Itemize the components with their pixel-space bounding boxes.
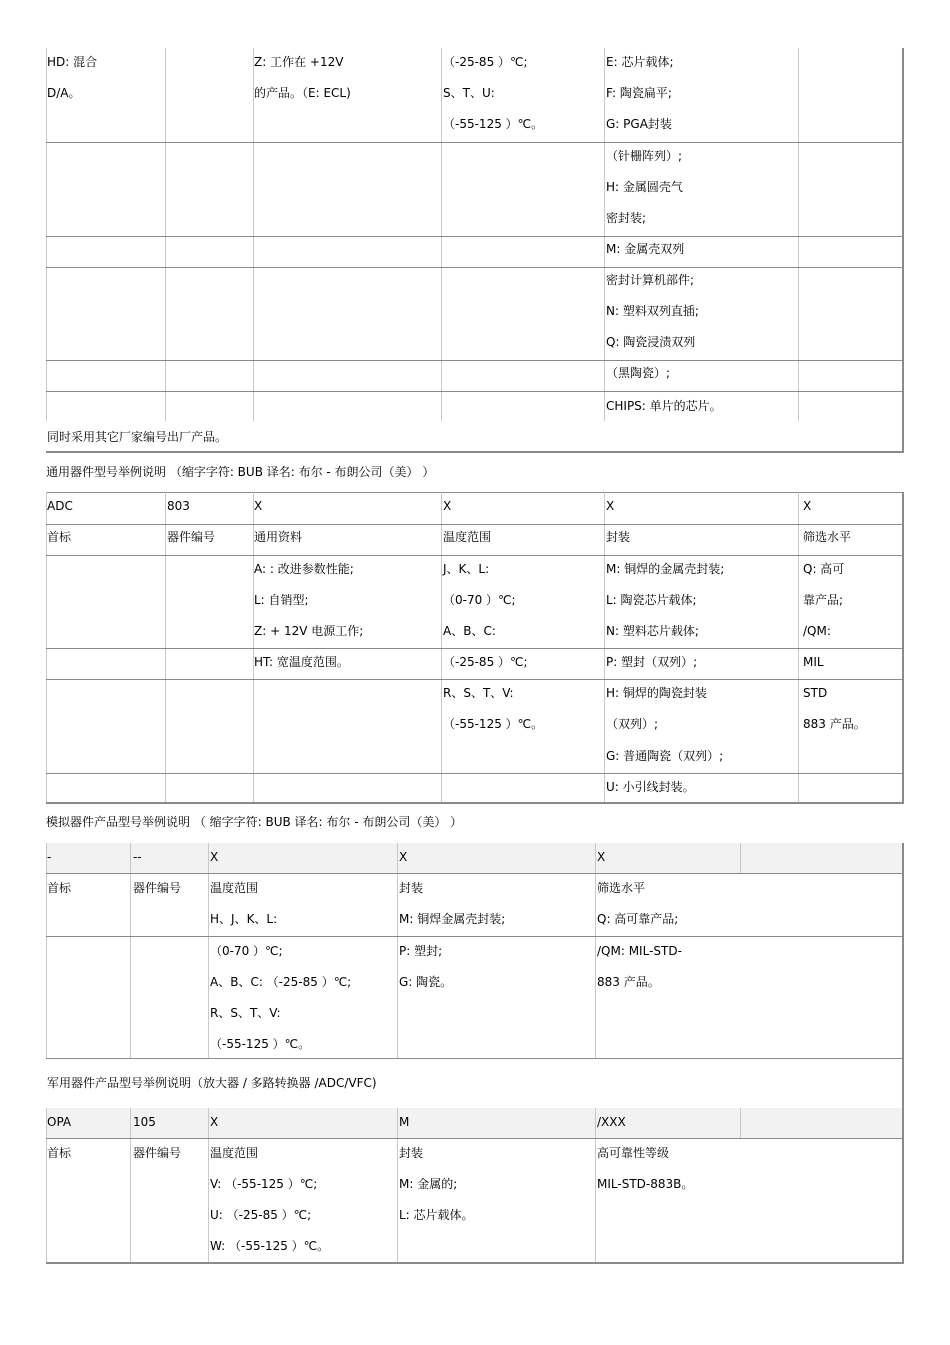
t2-c5-6: G: 普通陶瓷（双列）; — [606, 749, 724, 763]
t2-header-6: 筛选水平 — [803, 530, 852, 544]
t2-header-3: 通用资料 — [254, 530, 303, 544]
section-2-title: 通用器件型号举例说明 （缩字字符: BUB 译名: 布尔 - 布朗公司（美） ） — [46, 465, 435, 479]
t4-c3-1: U: （-25-85 ）℃; — [210, 1208, 312, 1222]
t1-r3-c5: G: PGA封装 — [606, 117, 672, 131]
t3-header-1: 首标 — [47, 881, 72, 895]
t2-c3-3: HT: 宽温度范围。 — [254, 655, 349, 669]
t3-c3-2: A、B、C: （-25-85 ）℃; — [210, 975, 352, 989]
t3-header-3: 温度范围 — [210, 881, 259, 895]
t1-r1-c1: HD: 混合 — [47, 55, 98, 69]
t2-code-2: 803 — [167, 499, 190, 513]
t4-code-3: X — [210, 1115, 219, 1129]
t2-c5-7: U: 小引线封装。 — [606, 780, 695, 794]
t1-r2-c1: D/A。 — [47, 86, 81, 100]
t3-code-4: X — [399, 850, 408, 864]
t4-c5-0: MIL-STD-883B。 — [597, 1177, 694, 1191]
t2-c4-5: （-55-125 ）℃。 — [443, 717, 544, 731]
t2-c3-2: Z: + 12V 电源工作; — [254, 624, 364, 638]
t2-c5-4: H: 铜焊的陶瓷封装 — [606, 686, 707, 700]
t4-header-3: 温度范围 — [210, 1146, 259, 1160]
t2-header-2: 器件编号 — [167, 530, 216, 544]
t2-code-4: X — [443, 499, 452, 513]
t2-c4-1: （0-70 ）℃; — [443, 593, 516, 607]
t1-pkg-7: （黑陶瓷）; — [606, 366, 671, 380]
t3-c3-0: H、J、K、L: — [210, 912, 278, 926]
t1-pkg-6: Q: 陶瓷浸渍双列 — [606, 335, 696, 349]
t2-c6-1: 靠产品; — [803, 593, 844, 607]
t4-c3-2: W: （-55-125 ）℃。 — [210, 1239, 330, 1253]
t4-c4-1: L: 芯片载体。 — [399, 1208, 474, 1222]
t2-c4-4: R、S、T、V: — [443, 686, 514, 700]
t1-r2-c5: F: 陶瓷扁平; — [606, 86, 672, 100]
t3-code-3: X — [210, 850, 219, 864]
t2-code-5: X — [606, 499, 615, 513]
t1-note: 同时采用其它厂家编号出厂产品。 — [47, 430, 228, 444]
t2-c6-2: /QM: — [803, 624, 831, 638]
t2-c6-5: 883 产品。 — [803, 717, 866, 731]
t3-c4-0: M: 铜焊金属壳封装; — [399, 912, 506, 926]
t1-r1-c5: E: 芯片载体; — [606, 55, 674, 69]
t4-code-2: 105 — [133, 1115, 156, 1129]
t2-header-1: 首标 — [47, 530, 72, 544]
t4-code-4: M — [399, 1115, 410, 1129]
t2-c6-3: MIL — [803, 655, 824, 669]
t3-c3-1: （0-70 ）℃; — [210, 944, 283, 958]
t4-c4-0: M: 金属的; — [399, 1177, 458, 1191]
t2-c5-2: N: 塑料芯片载体; — [606, 624, 699, 638]
t3-code-1: - — [47, 850, 52, 864]
t3-code-2: -- — [133, 850, 142, 864]
t2-c4-2: A、B、C: — [443, 624, 496, 638]
t1-pkg-3: M: 金属壳双列 — [606, 242, 685, 256]
t1-r2-c3: 的产品。（E: ECL) — [254, 86, 351, 100]
t1-pkg-1: H: 金属圆壳气 — [606, 180, 683, 194]
t1-r2-c4: S、T、U: — [443, 86, 495, 100]
t1-pkg-4: 密封计算机部件; — [606, 273, 695, 287]
t2-c4-0: J、K、L: — [443, 562, 490, 576]
t4-code-1: OPA — [47, 1115, 72, 1129]
t2-code-6: X — [803, 499, 812, 513]
t2-c3-0: A: : 改进参数性能; — [254, 562, 354, 576]
section-4-title: 军用器件产品型号举例说明（放大器 / 多路转换器 /ADC/VFC) — [47, 1076, 377, 1090]
t3-code-5: X — [597, 850, 606, 864]
t3-header-5: 筛选水平 — [597, 881, 646, 895]
t2-c6-4: STD — [803, 686, 828, 700]
t4-header-5: 高可靠性等级 — [597, 1146, 670, 1160]
t3-c5-1: /QM: MIL-STD- — [597, 944, 682, 958]
t1-pkg-8: CHIPS: 单片的芯片。 — [606, 399, 722, 413]
t3-c5-2: 883 产品。 — [597, 975, 660, 989]
t1-pkg-2: 密封装; — [606, 211, 647, 225]
t1-r1-c4: （-25-85 ）℃; — [443, 55, 528, 69]
t4-header-4: 封装 — [399, 1146, 424, 1160]
t2-c4-3: （-25-85 ）℃; — [443, 655, 528, 669]
t4-c3-0: V: （-55-125 ）℃; — [210, 1177, 318, 1191]
t3-c3-3: R、S、T、V: — [210, 1006, 281, 1020]
t2-code-3: X — [254, 499, 263, 513]
t4-code-5: /XXX — [597, 1115, 626, 1129]
t1-pkg-5: N: 塑料双列直插; — [606, 304, 699, 318]
t1-r1-c3: Z: 工作在 +12V — [254, 55, 344, 69]
t3-header-4: 封装 — [399, 881, 424, 895]
t4-header-1: 首标 — [47, 1146, 72, 1160]
t3-c4-2: G: 陶瓷。 — [399, 975, 453, 989]
t2-header-5: 封装 — [606, 530, 631, 544]
t2-c5-0: M: 铜焊的金属壳封装; — [606, 562, 725, 576]
t3-c4-1: P: 塑封; — [399, 944, 443, 958]
t2-c5-5: （双列）; — [606, 717, 659, 731]
t3-c5-0: Q: 高可靠产品; — [597, 912, 679, 926]
t2-code-1: ADC — [47, 499, 73, 513]
t1-pkg-0: （针栅阵列）; — [606, 149, 683, 163]
t3-c3-4: （-55-125 ）℃。 — [210, 1037, 311, 1051]
t2-c5-1: L: 陶瓷芯片载体; — [606, 593, 697, 607]
t2-c6-0: Q: 高可 — [803, 562, 845, 576]
t1-r3-c4: （-55-125 ）℃。 — [443, 117, 544, 131]
section-3-title: 模拟器件产品型号举例说明 （ 缩字字符: BUB 译名: 布尔 - 布朗公司（美） ） — [46, 815, 463, 829]
t2-c5-3: P: 塑封（双列）; — [606, 655, 698, 669]
t3-header-2: 器件编号 — [133, 881, 182, 895]
t4-header-2: 器件编号 — [133, 1146, 182, 1160]
t2-c3-1: L: 自销型; — [254, 593, 309, 607]
t2-header-4: 温度范围 — [443, 530, 492, 544]
